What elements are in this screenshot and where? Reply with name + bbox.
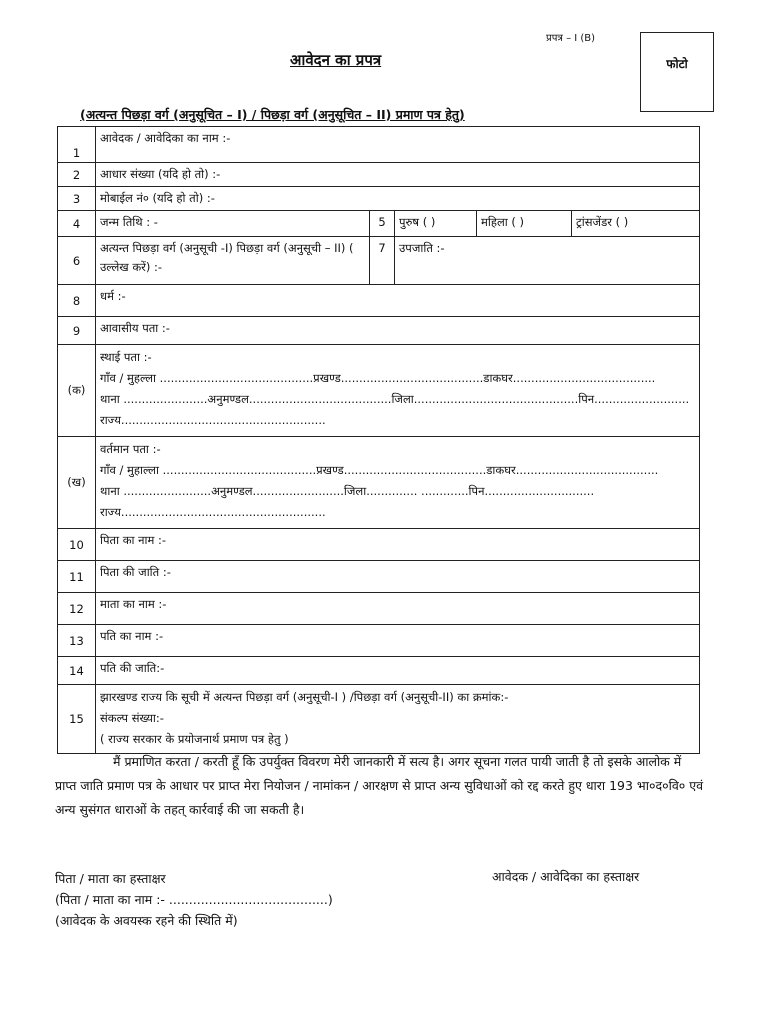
row-number: 10 bbox=[58, 529, 96, 560]
row-number: 11 bbox=[58, 561, 96, 592]
gender-male-option[interactable]: पुरुष ( ) bbox=[395, 211, 477, 236]
row-permanent-address bbox=[58, 345, 699, 437]
application-form-table bbox=[57, 126, 700, 754]
permanent-state-line[interactable]: राज्य........................................................ bbox=[100, 413, 326, 427]
row-number: 7 bbox=[370, 237, 395, 284]
religion-field[interactable]: धर्म :- bbox=[100, 289, 126, 303]
row-mobile bbox=[58, 187, 699, 211]
mother-name-field[interactable]: माता का नाम :- bbox=[100, 597, 167, 611]
subcaste-field[interactable]: उपजाति :- bbox=[399, 241, 445, 255]
form-reference: प्रपत्र – I (B) bbox=[546, 33, 596, 44]
state-list-serial-field[interactable]: झारखण्ड राज्य कि सूची में अत्यन्त पिछड़ा वर्ग (अनुसूची-I ) /पिछड़ा वर्ग (अनुसूची-II) का क्रमांक:- bbox=[100, 690, 509, 704]
row-number: 6 bbox=[58, 237, 96, 284]
row-mother-name bbox=[58, 593, 699, 625]
father-name-field[interactable]: पिता का नाम :- bbox=[100, 533, 167, 547]
parent-note: (आवेदक के अवयस्क रहने की स्थिति में) bbox=[55, 913, 238, 928]
row-state-list bbox=[58, 685, 699, 753]
permanent-address-label: स्थाई पता :- bbox=[100, 350, 152, 364]
permanent-village-line[interactable]: गाँव / मुहल्ला ..........................................प्रखण्ड.......................................डाकघर....................................... bbox=[100, 371, 656, 385]
parent-signature-block bbox=[55, 868, 333, 931]
row-number: 5 bbox=[370, 211, 395, 236]
row-number: 15 bbox=[58, 685, 96, 753]
resolution-number-field[interactable]: संकल्प संख्या:- bbox=[100, 711, 164, 725]
parent-name-field[interactable]: (पिता / माता का नाम :- ........................................) bbox=[55, 892, 333, 907]
state-purpose-note: ( राज्य सरकार के प्रयोजनार्थ प्रमाण पत्र हेतु ) bbox=[100, 732, 289, 746]
row-applicant-name bbox=[58, 127, 699, 163]
husband-name-field[interactable]: पति का नाम :- bbox=[100, 629, 164, 643]
applicant-signature-label: आवेदक / आवेदिका का हस्ताक्षर bbox=[492, 869, 640, 884]
row-number: 3 bbox=[58, 187, 96, 210]
declaration-text: मैं प्रमाणित करता / करती हूँ कि उपर्युक्त विवरण मेरी जानकारी में सत्य है। अगर सूचना गलत पायी जाती है तो इसके आलोक में प्राप्त जाति प्रमाण पत्र के आधार पर प्राप्त मेरा नियोजन / नामांकन / आरक्षण से प्राप्त अन्य सुविधाओं को रद्द करते हुए धारा 193 भा०द०वि० एवं अन्य सुसंगत धाराओं के तहत् कार्रवाई की जा सकती है। bbox=[55, 754, 704, 817]
husband-caste-field[interactable]: पति की जाति:- bbox=[100, 661, 165, 675]
row-number: 1 bbox=[58, 127, 96, 162]
mobile-field[interactable]: मोबाईल नं० (यदि हो तो) :- bbox=[100, 191, 215, 205]
row-husband-caste bbox=[58, 657, 699, 685]
row-number: 8 bbox=[58, 285, 96, 316]
row-number: 13 bbox=[58, 625, 96, 656]
category-field[interactable]: अत्यन्त पिछड़ा वर्ग (अनुसूची -I) पिछड़ा वर्ग (अनुसूची – II) ( उल्लेख करें) :- bbox=[96, 237, 370, 284]
gender-transgender-option[interactable]: ट्रांसजेंडर ( ) bbox=[576, 215, 629, 229]
page-title: आवेदन का प्रपत्र bbox=[290, 51, 382, 69]
applicant-name-field[interactable]: आवेदक / आवेदिका का नाम :- bbox=[100, 131, 231, 145]
gender-female-option[interactable]: महिला ( ) bbox=[477, 211, 572, 236]
row-dob-gender bbox=[58, 211, 699, 237]
row-category bbox=[58, 237, 699, 285]
row-number: 2 bbox=[58, 163, 96, 186]
row-number: 4 bbox=[58, 211, 96, 236]
row-number: (ख) bbox=[58, 437, 96, 528]
row-father-caste bbox=[58, 561, 699, 593]
row-number: (क) bbox=[58, 345, 96, 436]
row-father-name bbox=[58, 529, 699, 561]
row-religion bbox=[58, 285, 699, 317]
row-number: 12 bbox=[58, 593, 96, 624]
dob-field[interactable]: जन्म तिथि : - bbox=[96, 211, 370, 236]
parent-signature-label: पिता / माता का हस्ताक्षर bbox=[55, 871, 166, 886]
father-caste-field[interactable]: पिता की जाति :- bbox=[100, 565, 171, 579]
row-current-address bbox=[58, 437, 699, 529]
current-address-label: वर्तमान पता :- bbox=[100, 442, 161, 456]
current-village-line[interactable]: गाँव / मुहाल्ला ..........................................प्रखण्ड.......................................डाकघर....................................... bbox=[100, 463, 659, 477]
page-subtitle: (अत्यन्त पिछड़ा वर्ग (अनुसूचित – I) / पिछड़ा वर्ग (अनुसूचित – II) प्रमाण पत्र हेतु) bbox=[80, 107, 465, 122]
declaration bbox=[55, 750, 705, 822]
current-state-line[interactable]: राज्य........................................................ bbox=[100, 505, 326, 519]
row-number: 14 bbox=[58, 657, 96, 684]
residential-address-label: आवासीय पता :- bbox=[100, 321, 170, 335]
row-husband-name bbox=[58, 625, 699, 657]
row-number: 9 bbox=[58, 317, 96, 344]
aadhaar-field[interactable]: आधार संख्या (यदि हो तो) :- bbox=[100, 167, 221, 181]
current-thana-line[interactable]: थाना ........................अनुमण्डल.........................जिला.............. .............पिन.............................. bbox=[100, 484, 595, 498]
photo-box: फोटो bbox=[640, 32, 714, 112]
row-aadhaar bbox=[58, 163, 699, 187]
row-address bbox=[58, 317, 699, 345]
permanent-thana-line[interactable]: थाना .......................अनुमण्डल.......................................जिला.............................................पिन.......................... bbox=[100, 392, 690, 406]
